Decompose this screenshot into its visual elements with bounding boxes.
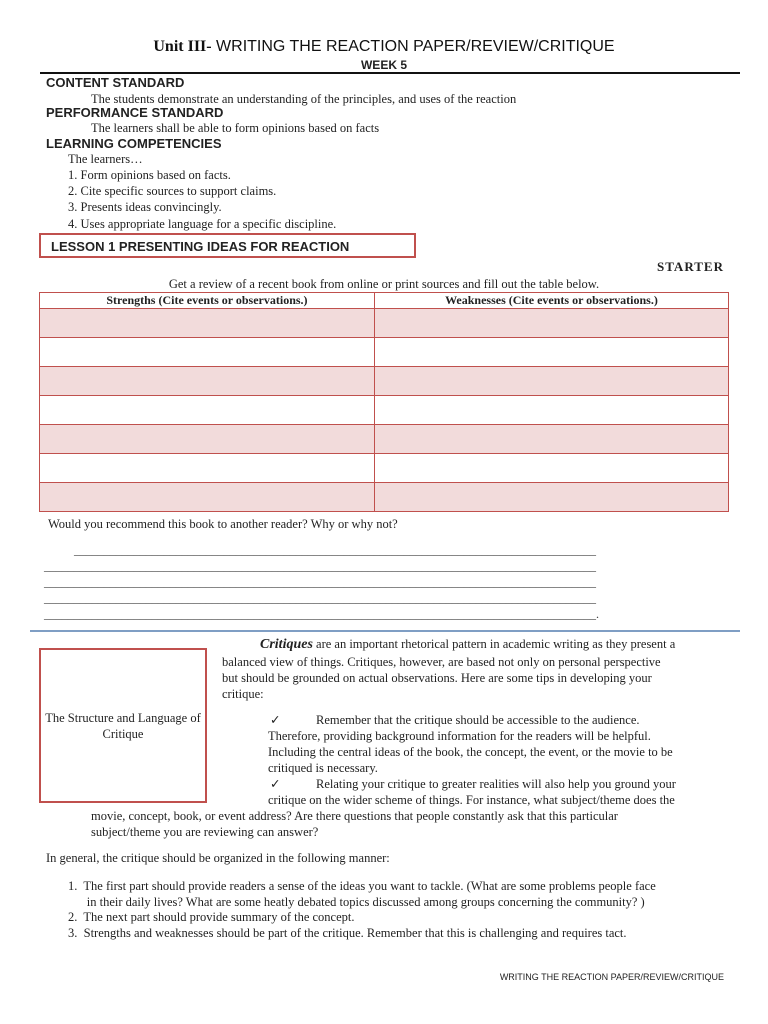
table-row bbox=[40, 338, 729, 367]
strengths-cell[interactable] bbox=[40, 396, 375, 425]
tip2-line: critique on the wider scheme of things. For instance, what subject/theme does the bbox=[268, 793, 675, 807]
competency-item: 3. Presents ideas convincingly. bbox=[68, 200, 222, 214]
tip1-first-line: Remember that the critique should be accessible to the audience. bbox=[316, 713, 640, 727]
answer-line[interactable]: ____________________________________________________________________________________________ bbox=[44, 575, 596, 589]
page-footer: WRITING THE REACTION PAPER/REVIEW/CRITIQUE bbox=[499, 972, 724, 982]
table-instruction: Get a review of a recent book from online or print sources and fill out the table below. bbox=[168, 277, 600, 291]
box-label: The Structure and Language of Critique bbox=[45, 710, 201, 741]
tip1-line: Including the central ideas of the book, the concept, the event, or the movie to be bbox=[268, 745, 673, 759]
performance-standard-text: The learners shall be able to form opinions based on facts bbox=[91, 121, 380, 135]
tip2-line: movie, concept, book, or event address? Are there questions that people constantly ask that this particular bbox=[91, 809, 618, 823]
intro-rest: are an important rhetorical pattern in academic writing as they present a bbox=[312, 637, 676, 651]
general-statement: In general, the critique should be organized in the following manner: bbox=[46, 851, 390, 865]
lesson-title: LESSON 1 PRESENTING IDEAS FOR REACTION bbox=[39, 233, 416, 258]
table-row bbox=[40, 425, 729, 454]
check-mark-icon: ✓ bbox=[270, 777, 281, 791]
strengths-cell[interactable] bbox=[40, 425, 375, 454]
check-mark-icon: ✓ bbox=[270, 713, 281, 727]
weaknesses-cell[interactable] bbox=[374, 396, 728, 425]
weaknesses-cell[interactable] bbox=[374, 338, 728, 367]
performance-standard-heading: PERFORMANCE STANDARD bbox=[46, 105, 224, 120]
strengths-cell[interactable] bbox=[40, 309, 375, 338]
lead-word: Critiques bbox=[260, 637, 313, 652]
table-row bbox=[40, 367, 729, 396]
header-rule bbox=[40, 72, 740, 74]
learning-competencies-heading: LEARNING COMPETENCIES bbox=[46, 136, 222, 151]
page-title bbox=[0, 38, 768, 56]
organization-item: 3. Strengths and weaknesses should be part of the critique. Remember that this is challenging and requires tact. bbox=[68, 926, 627, 940]
table-row bbox=[40, 483, 729, 512]
title-text: WRITING THE REACTION PAPER/REVIEW/CRITIQUE bbox=[211, 38, 615, 55]
competencies-intro: The learners… bbox=[68, 152, 143, 166]
weaknesses-cell[interactable] bbox=[374, 309, 728, 338]
competency-item: 1. Form opinions based on facts. bbox=[68, 168, 231, 182]
organization-item: 2. The next part should provide summary of the concept. bbox=[68, 910, 355, 924]
answer-line[interactable]: _______________________________________________________________________________________ bbox=[44, 543, 596, 557]
weaknesses-cell[interactable] bbox=[374, 483, 728, 512]
answer-line[interactable]: ____________________________________________________________________________________________ bbox=[44, 591, 596, 605]
recommend-question: Would you recommend this book to another reader? Why or why not? bbox=[48, 517, 398, 531]
competency-item: 4. Uses appropriate language for a specific discipline. bbox=[68, 217, 337, 231]
answer-line[interactable]: ____________________________________________________________________________________________. bbox=[44, 607, 599, 621]
critique-intro-first bbox=[260, 636, 675, 653]
organization-item: 1. The first part should provide readers a sense of the ideas you want to tackle. (What are some problems people face bbox=[68, 879, 656, 893]
table-row bbox=[40, 309, 729, 338]
weaknesses-cell[interactable] bbox=[374, 367, 728, 396]
table-row bbox=[40, 396, 729, 425]
week-label: WEEK 5 bbox=[360, 58, 407, 72]
organization-item: in their daily lives? What are some heatly debated topics discussed among groups concerning the community? ) bbox=[68, 895, 645, 909]
answer-line[interactable]: ____________________________________________________________________________________________ bbox=[44, 559, 596, 573]
critique-intro-line: balanced view of things. Critiques, however, are based not only on personal perspective bbox=[222, 655, 661, 669]
review-table bbox=[39, 292, 729, 512]
content-standard-text: The students demonstrate an understanding of the principles, and uses of the reaction bbox=[91, 92, 517, 106]
strengths-cell[interactable] bbox=[40, 454, 375, 483]
tip2-line: subject/theme you are reviewing can answer? bbox=[91, 825, 319, 839]
unit-label: Unit III- bbox=[153, 38, 212, 55]
weaknesses-cell[interactable] bbox=[374, 425, 728, 454]
content-standard-heading: CONTENT STANDARD bbox=[46, 75, 185, 90]
strengths-cell[interactable] bbox=[40, 483, 375, 512]
starter-label: STARTER bbox=[657, 259, 724, 274]
strengths-cell[interactable] bbox=[40, 367, 375, 396]
section-divider bbox=[30, 630, 740, 632]
tip1-line: critiqued is necessary. bbox=[268, 761, 378, 775]
structure-language-box bbox=[39, 648, 207, 803]
weaknesses-cell[interactable] bbox=[374, 454, 728, 483]
competency-item: 2. Cite specific sources to support claims. bbox=[68, 184, 277, 198]
table-header-row bbox=[40, 293, 729, 309]
strengths-cell[interactable] bbox=[40, 338, 375, 367]
critique-intro-line: critique: bbox=[222, 687, 264, 701]
critique-intro-line: but should be grounded on actual observations. Here are some tips in developing your bbox=[222, 671, 652, 685]
weaknesses-header: Weaknesses (Cite events or observations.) bbox=[374, 293, 728, 309]
strengths-header: Strengths (Cite events or observations.) bbox=[40, 293, 375, 309]
tip1-line: Therefore, providing background information for the readers will be helpful. bbox=[268, 729, 651, 743]
table-row bbox=[40, 454, 729, 483]
tip2-first-line: Relating your critique to greater realities will also help you ground your bbox=[316, 777, 676, 791]
